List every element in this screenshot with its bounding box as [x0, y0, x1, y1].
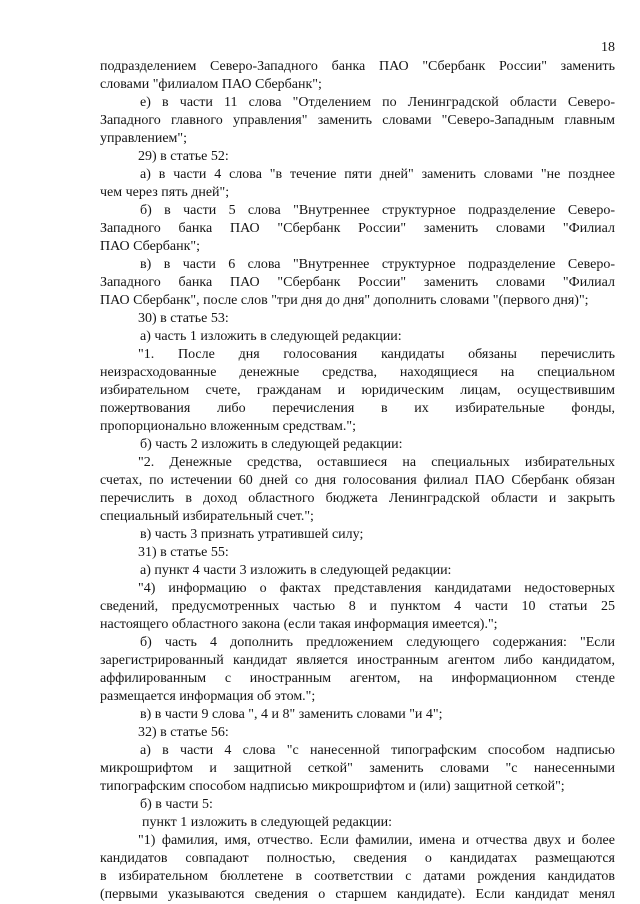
- text-line: пожертвования либо перечисления в их избирательные фонды,: [100, 401, 615, 416]
- text-line: счетах, по истечении 60 дней со дня голосования филиал ПАО Сбербанк обязан: [100, 473, 615, 488]
- text-line: "2. Денежные средства, оставшиеся на специальных избирательных: [138, 455, 615, 470]
- text-line: перечислить в доход областного бюджета Ленинградской области и закрыть: [100, 491, 615, 506]
- document-body: [100, 58, 615, 904]
- text-line: б) в части 5:: [140, 797, 213, 812]
- text-line: размещается информация об этом.";: [100, 689, 316, 704]
- text-line: микрошрифтом и защитной сеткой" заменить словами "с нанесенными: [100, 761, 615, 776]
- text-line: 29) в статье 52:: [138, 149, 229, 164]
- text-line: неизрасходованные денежные средства, находящиеся на специальном: [100, 365, 615, 380]
- text-line: настоящего областного закона (если такая информация имеется).";: [100, 617, 498, 632]
- text-line: кандидатов совпадают полностью, сведения о кандидатах размещаются: [100, 851, 615, 866]
- page-number: 18: [601, 40, 615, 55]
- text-line: (первыми указываются сведения о старшем кандидате). Если кандидат менял: [100, 887, 615, 902]
- text-line: б) в части 5 слова "Внутреннее структурное подразделение Северо-: [140, 203, 615, 218]
- text-line: избирательном счете, гражданам и юридическим лицам, осуществившим: [100, 383, 615, 398]
- text-line: подразделением Северо-Западного банка ПАО "Сбербанк России" заменить: [100, 59, 615, 74]
- text-line: сведений, предусмотренных частью 8 и пунктом 4 части 10 статьи 25: [100, 599, 615, 614]
- text-line: чем через пять дней";: [100, 185, 230, 200]
- text-line: а) пункт 4 части 3 изложить в следующей редакции:: [140, 563, 452, 578]
- text-line: 30) в статье 53:: [138, 311, 229, 326]
- text-line: Западного банка ПАО "Сбербанк России" заменить словами "Филиал: [100, 221, 615, 236]
- text-line: б) часть 4 дополнить предложением следующего содержания: "Если: [140, 635, 615, 650]
- text-line: ПАО Сбербанк";: [100, 239, 201, 254]
- text-line: в избирательном бюллетене в соответствии с датами рождения кандидатов: [100, 869, 615, 884]
- text-line: 32) в статье 56:: [138, 725, 229, 740]
- text-line: словами "филиалом ПАО Сбербанк";: [100, 77, 322, 92]
- text-line: ПАО Сбербанк", после слов "три дня до дня" дополнить словами "(первого дня)";: [100, 293, 589, 308]
- text-line: "4) информацию о фактах представления кандидатами недостоверных: [138, 581, 615, 596]
- text-line: аффилированным с иностранным агентом, на информационном стенде: [100, 671, 615, 686]
- text-line: а) в части 4 слова "с нанесенной типографским способом надписью: [140, 743, 615, 758]
- text-line: 31) в статье 55:: [138, 545, 229, 560]
- text-line: в) часть 3 признать утратившей силу;: [140, 527, 364, 542]
- text-line: "1. После дня голосования кандидаты обязаны перечислить: [138, 347, 615, 362]
- text-line: е) в части 11 слова "Отделением по Ленинградской области Северо-: [140, 95, 615, 110]
- text-line: зарегистрированный кандидат является иностранным агентом либо кандидатом,: [100, 653, 615, 668]
- text-line: специальный избирательный счет.";: [100, 509, 314, 524]
- text-line: пункт 1 изложить в следующей редакции:: [142, 815, 392, 830]
- text-line: типографским способом надписью микрошрифтом и (или) защитной сеткой";: [100, 779, 565, 794]
- text-line: Западного банка ПАО "Сбербанк России" заменить словами "Филиал: [100, 275, 615, 290]
- text-line: Западного главного управления" заменить словами "Северо-Западным главным: [100, 113, 615, 128]
- text-line: б) часть 2 изложить в следующей редакции:: [140, 437, 403, 452]
- text-line: а) в части 4 слова "в течение пяти дней" заменить словами "не позднее: [140, 167, 615, 182]
- text-line: в) в части 9 слова ", 4 и 8" заменить словами "и 4";: [140, 707, 443, 722]
- text-line: пропорционально вложенным средствам.";: [100, 419, 356, 434]
- text-line: а) часть 1 изложить в следующей редакции:: [140, 329, 402, 344]
- text-line: в) в части 6 слова "Внутреннее структурное подразделение Северо-: [140, 257, 615, 272]
- text-line: управлением";: [100, 131, 187, 146]
- text-line: "1) фамилия, имя, отчество. Если фамилии, имена и отчества двух и более: [138, 833, 615, 848]
